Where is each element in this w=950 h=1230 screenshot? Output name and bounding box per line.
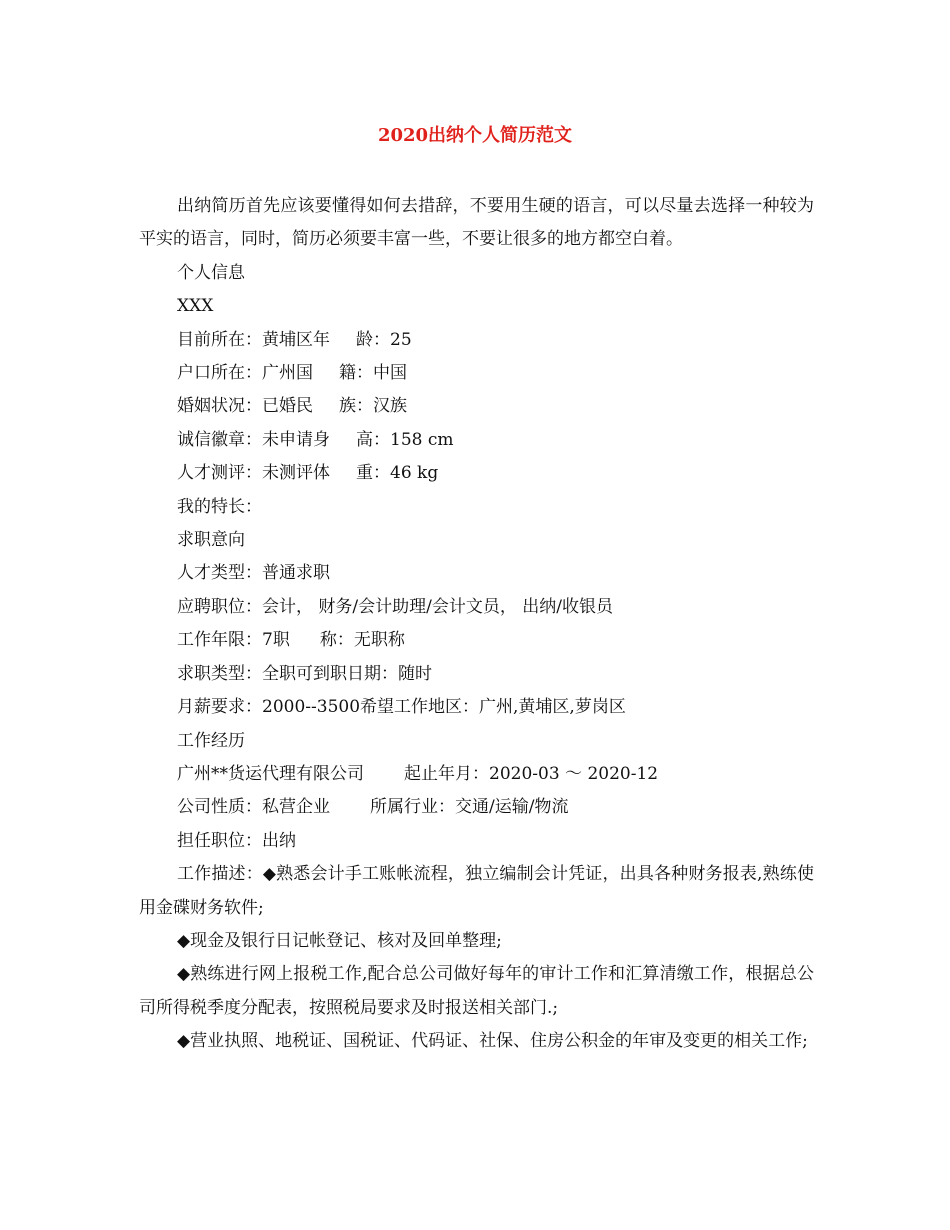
salary-line: 月薪要求：2000--3500希望工作地区：广州,黄埔区,萝岗区 <box>177 697 626 718</box>
period-field: 起止年月：2020-03 ～ 2020-12 <box>404 763 659 784</box>
work-description-3: ◆熟练进行网上报税工作,配合总公司做好每年的审计工作和汇算清缴工作，根据总公司所得税季度分配表，按照税局要求及时报送相关部门.; <box>139 964 814 1018</box>
company-period-line <box>139 758 814 791</box>
years-title-line <box>139 624 814 657</box>
role-line: 担任职位：出纳 <box>177 830 296 851</box>
document-body <box>139 190 814 1059</box>
location-field: 目前所在：黄埔区年 <box>177 329 330 350</box>
talent-type-line: 人才类型：普通求职 <box>177 563 330 584</box>
nature-industry-line <box>139 791 814 824</box>
candidate-name: XXX <box>177 296 214 317</box>
work-description-2: ◆现金及银行日记帐登记、核对及回单整理; <box>177 930 502 951</box>
badge-height-line <box>139 424 814 457</box>
ethnicity-field: 族：汉族 <box>339 396 407 417</box>
title-field: 称：无职称 <box>319 630 405 651</box>
document-title: 2020出纳个人简历范文 <box>377 125 573 146</box>
job-type-line: 求职类型：全职可到职日期：随时 <box>177 663 432 684</box>
experience-heading: 工作经历 <box>177 730 245 751</box>
hukou-field: 户口所在：广州国 <box>177 363 313 384</box>
work-description-1: 工作描述：◆熟悉会计手工账帐流程，独立编制会计凭证，出具各种财务报表,熟练使用金碟财务软件; <box>139 864 814 918</box>
personal-info-heading: 个人信息 <box>177 262 245 283</box>
marital-field: 婚姻状况：已婚民 <box>177 396 313 417</box>
hukou-nationality-line <box>139 357 814 390</box>
job-intent-heading: 求职意向 <box>177 530 245 551</box>
location-age-line <box>139 324 814 357</box>
position-line: 应聘职位：会计， 财务/会计助理/会计文员， 出纳/收银员 <box>177 596 613 617</box>
marital-ethnicity-line <box>139 390 814 423</box>
age-field: 龄：25 <box>356 329 412 350</box>
intro-paragraph: 出纳简历首先应该要懂得如何去措辞，不要用生硬的语言，可以尽量去选择一种较为平实的语言，同时，简历必须要丰富一些，不要让很多的地方都空白着。 <box>139 196 814 250</box>
years-field: 工作年限：7职 <box>177 630 290 651</box>
industry-field: 所属行业：交通/运输/物流 <box>370 797 569 818</box>
badge-field: 诚信徽章：未申请身 <box>177 429 330 450</box>
nationality-field: 籍：中国 <box>339 363 407 384</box>
assessment-field: 人才测评：未测评体 <box>177 463 330 484</box>
work-description-4: ◆营业执照、地税证、国税证、代码证、社保、住房公积金的年审及变更的相关工作; <box>177 1031 808 1052</box>
company-field: 广州**货运代理有限公司 <box>177 763 364 784</box>
assessment-weight-line <box>139 457 814 490</box>
nature-field: 公司性质：私营企业 <box>177 797 330 818</box>
weight-field: 重：46 kg <box>356 463 439 484</box>
strengths-line: 我的特长： <box>177 496 262 517</box>
height-field: 高：158 cm <box>356 429 454 450</box>
